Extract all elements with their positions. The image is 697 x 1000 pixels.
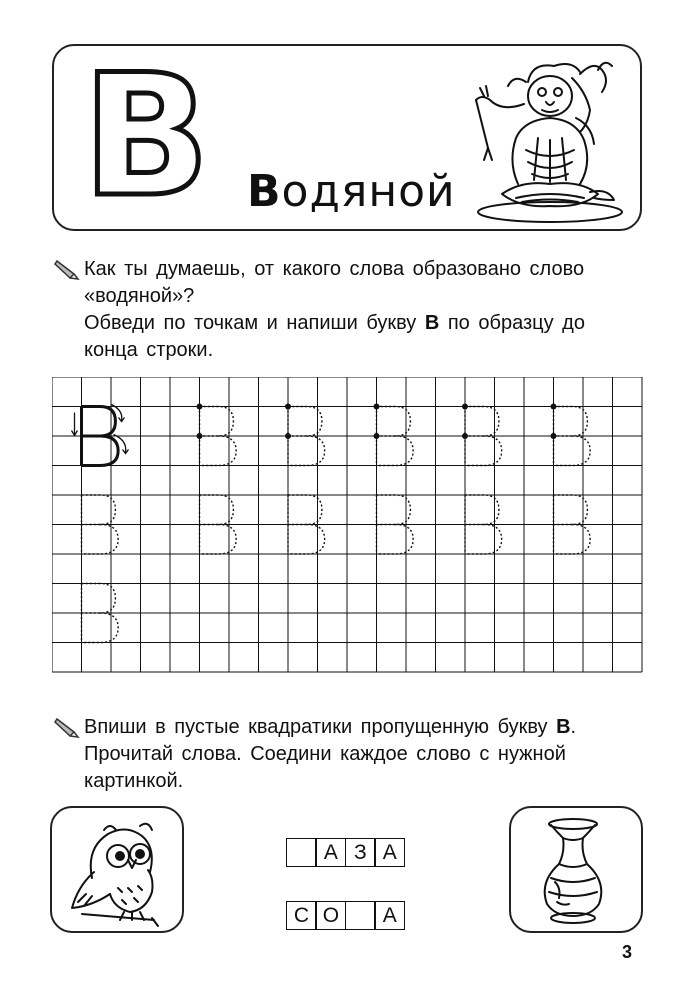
start-dot xyxy=(551,404,557,410)
title-rest: одяной xyxy=(281,166,456,217)
start-dot xyxy=(462,433,468,439)
task1-line3-c: по образцу до xyxy=(439,312,585,334)
owl-picture-box[interactable] xyxy=(50,806,184,933)
task2-text xyxy=(84,714,644,795)
task1-line1: Как ты думаешь, от какого слова образовано слово xyxy=(84,258,585,280)
big-letter: В xyxy=(82,38,211,234)
word2-cell-empty[interactable] xyxy=(345,901,376,930)
writing-grid[interactable] xyxy=(52,377,644,673)
start-dot xyxy=(374,433,380,439)
start-dot xyxy=(551,433,557,439)
word-row-2 xyxy=(286,901,405,930)
task1-line3 xyxy=(84,310,644,337)
page-title xyxy=(247,166,456,218)
word1-cell-empty[interactable] xyxy=(286,838,317,867)
task1-line2: «водяной»? xyxy=(84,285,195,307)
task2-line1-c: . xyxy=(570,716,577,738)
pencil-icon xyxy=(54,258,80,280)
start-dot xyxy=(197,404,203,410)
word2-cell: О xyxy=(315,901,346,930)
task2-line1 xyxy=(84,714,644,741)
start-dot xyxy=(285,404,291,410)
task1-line3-a: Обведи по точкам и напиши букву xyxy=(84,312,425,334)
start-dot xyxy=(374,404,380,410)
task2-line1-a: Впиши в пустые квадратики пропущенную букву xyxy=(84,716,557,738)
title-first-letter: В xyxy=(247,166,282,217)
word-row-1 xyxy=(286,838,405,867)
start-dot xyxy=(285,433,291,439)
task1-text xyxy=(84,256,644,364)
task2-line3: картинкой. xyxy=(84,770,184,792)
start-dot xyxy=(462,404,468,410)
vase-illustration xyxy=(511,808,641,931)
task2-line2: Прочитай слова. Соедини каждое слово с нужной xyxy=(84,743,566,765)
task1-line4: конца строки. xyxy=(84,339,214,361)
vodyanoy-illustration xyxy=(462,52,634,228)
owl-illustration xyxy=(52,808,182,931)
page-number: 3 xyxy=(622,942,633,962)
word1-cell: А xyxy=(315,838,346,867)
word1-cell: А xyxy=(374,838,405,867)
word1-cell: З xyxy=(345,838,376,867)
pencil-icon xyxy=(54,716,80,738)
task2-line1-letter: В xyxy=(556,716,571,738)
vase-picture-box[interactable] xyxy=(509,806,643,933)
word2-cell: С xyxy=(286,901,317,930)
start-dot xyxy=(197,433,203,439)
task1-line3-letter: В xyxy=(424,312,440,334)
word2-cell: А xyxy=(374,901,405,930)
